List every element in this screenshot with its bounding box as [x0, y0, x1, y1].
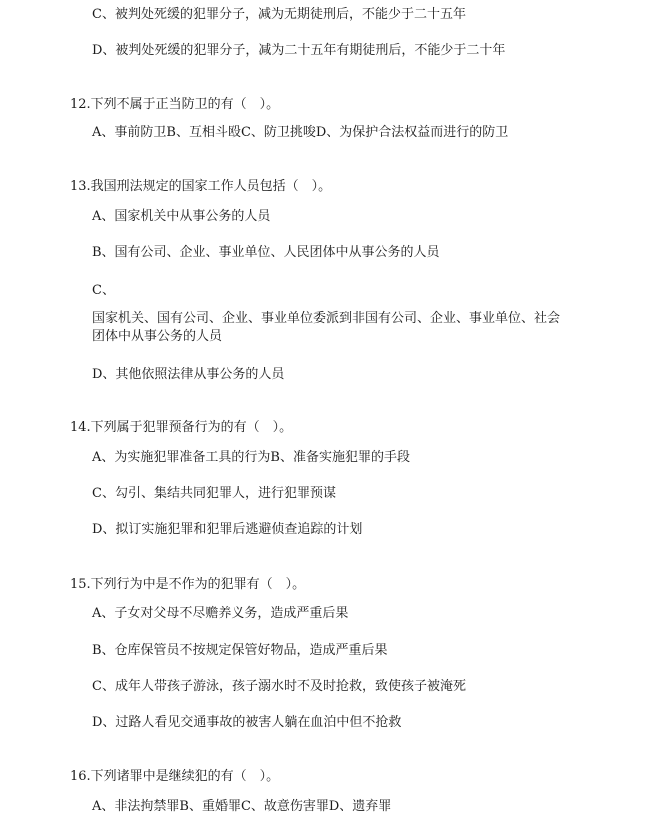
- option-text: C、被判处死缓的犯罪分子，减为无期徒刑后，不能少于二十五年: [92, 7, 466, 22]
- option-text: C、勾引、集结共同犯罪人，进行犯罪预谋: [92, 486, 336, 501]
- question-stem: 12.下列不属于正当防卫的有（ ）。: [70, 97, 280, 112]
- question-stem: 13.我国刑法规定的国家工作人员包括（ ）。: [70, 179, 332, 194]
- question-stem: 16.下列诸罪中是继续犯的有（ ）。: [70, 769, 280, 784]
- option-text: D、过路人看见交通事故的被害人躺在血泊中但不抢救: [92, 715, 402, 730]
- option-label: C、: [92, 283, 115, 298]
- option-text: B、国有公司、企业、事业单位、人民团体中从事公务的人员: [92, 245, 440, 260]
- option-text: A、国家机关中从事公务的人员: [92, 209, 271, 224]
- option-text: C、成年人带孩子游泳，孩子溺水时不及时抢救，致使孩子被淹死: [92, 679, 466, 694]
- option-text: A、非法拘禁罪B、重婚罪C、故意伤害罪D、遗弃罪: [92, 799, 392, 814]
- option-text: A、子女对父母不尽赡养义务，造成严重后果: [92, 606, 349, 621]
- option-text: D、拟订实施犯罪和犯罪后逃避侦查追踪的计划: [92, 522, 363, 537]
- option-text: 国家机关、国有公司、企业、事业单位委派到非国有公司、企业、事业单位、社会团体中从事公务的人员: [92, 311, 561, 344]
- question-stem: 14.下列属于犯罪预备行为的有（ ）。: [70, 420, 293, 435]
- option-text: B、仓库保管员不按规定保管好物品，造成严重后果: [92, 643, 388, 658]
- question-stem: 15.下列行为中是不作为的犯罪有（ ）。: [70, 577, 306, 592]
- option-text: D、其他依照法律从事公务的人员: [92, 367, 285, 382]
- option-text: D、被判处死缓的犯罪分子，减为二十五年有期徒刑后，不能少于二十年: [92, 43, 506, 58]
- option-text: A、事前防卫B、互相斗殴C、防卫挑唆D、为保护合法权益而进行的防卫: [92, 125, 509, 140]
- option-text: A、为实施犯罪准备工具的行为B、准备实施犯罪的手段: [92, 450, 410, 465]
